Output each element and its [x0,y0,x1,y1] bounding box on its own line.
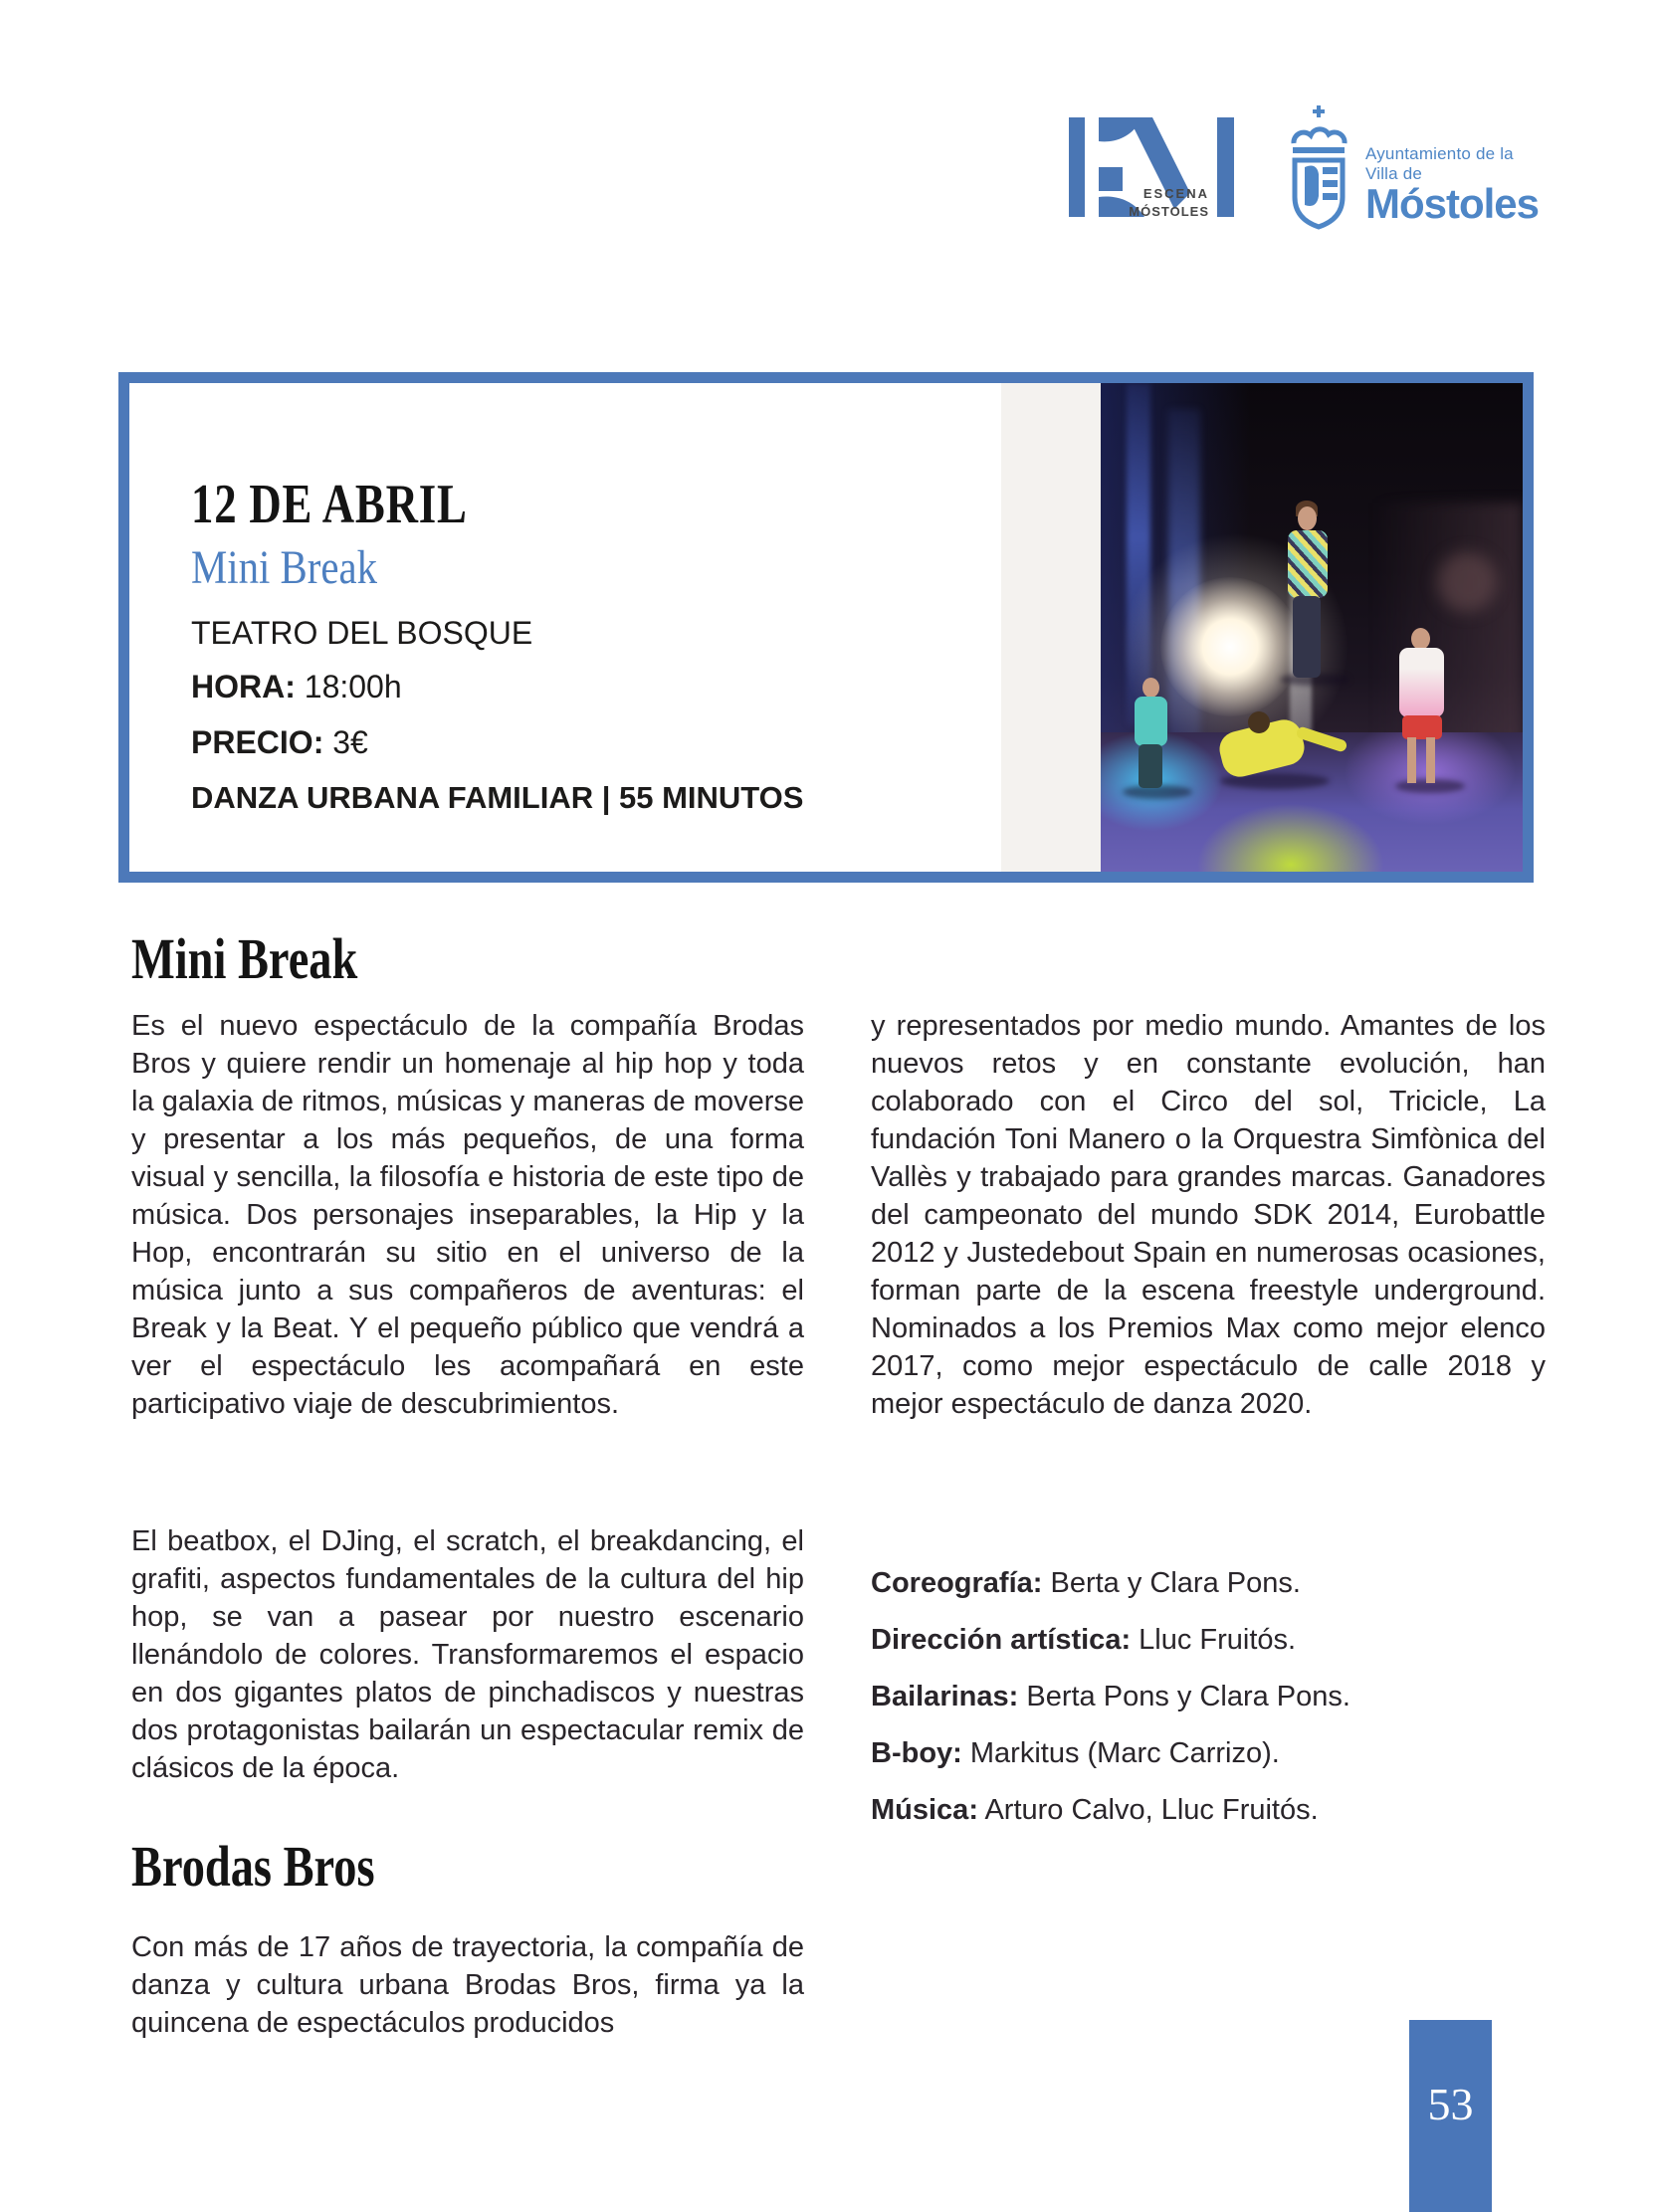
page-number-tab [1409,2020,1492,2212]
escena-mostoles-logo [1067,111,1248,225]
escena-logo-line2: MÓSTOLES [1129,204,1209,219]
event-photo [1101,383,1523,872]
ayuntamiento-logo-line2: Móstoles [1365,180,1540,227]
ayuntamiento-mostoles-logo [1286,103,1540,231]
price-value: 3€ [323,724,368,760]
event-date: 12 DE ABRIL [191,474,468,535]
event-card-info [129,383,1001,872]
credit-value: Berta Pons y Clara Pons. [1018,1681,1350,1712]
credit-label: Dirección artística: [871,1624,1132,1656]
article-subtitle: Brodas Bros [131,1834,375,1899]
photo-boy-figure [1407,737,1416,783]
event-price [191,726,1001,758]
event-venue: TEATRO DEL BOSQUE [191,615,533,651]
ayuntamiento-logo-line1: Ayuntamiento de la Villa de [1365,144,1514,183]
photo-colorful-floor [1101,732,1523,872]
credit-line [871,1678,1546,1715]
credit-label: Coreografía: [871,1567,1043,1599]
photo-child-figure [1135,697,1167,746]
page-number: 53 [1427,2079,1474,2129]
credit-label: B-boy: [871,1737,962,1769]
photo-boy-figure [1402,715,1442,739]
photo-child-figure [1139,744,1162,788]
credit-label: Bailarinas: [871,1681,1019,1712]
credit-label: Música: [871,1794,978,1826]
mostoles-crest-icon [1286,103,1351,231]
credit-line [871,1734,1546,1772]
article-left-column [131,1007,804,2042]
credit-value: Arturo Calvo, Lluc Fruitós. [977,1794,1319,1826]
photo-spotlight-flare [1160,577,1300,716]
credit-line [871,1791,1546,1829]
photo-child-figure-yellow [1248,711,1270,733]
event-category: DANZA URBANA FAMILIAR | 55 MINUTOS [191,780,804,815]
photo-child-figure [1142,678,1159,698]
article-title: Mini Break [131,926,358,991]
article-paragraph: Es el nuevo espectáculo de la compañía Brodas Bros y quiere rendir un homenaje al hip hop y toda la galaxia de ritmos, músicas y maneras de moverse y presentar a los más pequeños, de una forma visual y sencilla, la filosofía e historia de este tipo de música. Dos personajes inseparables, la Hip y la Hop, encontrarán su sitio en el universo de la música junto a sus compañeros de aventuras: el Break y la Beat. Y el pequeño público que vendrá a ver el espectáculo les acompañará en este participativo viaje de descubrimientos. [131,1010,804,1420]
photo-boy-figure [1399,648,1444,717]
photo-audience-layer [1437,552,1497,612]
photo-dancer-figure [1298,506,1317,530]
time-label: HORA: [191,669,296,704]
credit-line [871,1621,1546,1659]
event-title: Mini Break [191,541,377,594]
card-divider-strip [1001,383,1101,872]
article-right-column [871,1007,1546,1423]
article-paragraph: y representados por medio mundo. Amantes de los nuevos retos y en constante evolución, han colaborado con el Circo del sol, Tricicle, La fundación Toni Manero o la Orquestra Simfònica del Vallès y trabajado para grandes marcas. Ganadores del campeonato del mundo SDK 2014, Eurobattle 2012 y Justedebout Spain en numerosas ocasiones, forman parte de la escena freestyle underground. Nominados a los Premios Max como mejor elenco 2017, como mejor espectáculo de calle 2018 y mejor espectáculo de danza 2020. [871,1010,1546,1420]
em-monogram-icon [1067,111,1248,225]
photo-dancer-figure [1288,530,1328,598]
event-time [191,671,1001,703]
price-label: PRECIO: [191,724,324,760]
photo-dancer-figure [1293,596,1321,678]
credit-value: Lluc Fruitós. [1131,1624,1297,1656]
article-paragraph: Con más de 17 años de trayectoria, la compañía de danza y cultura urbana Brodas Bros, firma ya la quincena de espectáculos producidos [131,1931,804,2039]
credit-value: Markitus (Marc Carrizo). [961,1737,1280,1769]
event-card [118,372,1534,883]
photo-boy-figure [1411,628,1430,650]
escena-logo-line1: ESCENA [1142,186,1209,201]
credit-line [871,1564,1546,1602]
photo-boy-figure [1426,737,1435,783]
time-value: 18:00h [295,669,402,704]
ayuntamiento-logo-text [1365,110,1540,227]
article-paragraph: El beatbox, el DJing, el scratch, el breakdancing, el grafiti, aspectos fundamentales de la cultura del hip hop, se van a pasear por nuestro escenario llenándolo de colores. Transformaremos el espacio en dos gigantes platos de pinchadiscos y nuestras dos protagonistas bailarán un espectacular remix de clásicos de la época. [131,1525,804,1784]
credits-block [871,1564,1546,1848]
credit-value: Berta y Clara Pons. [1042,1567,1301,1599]
